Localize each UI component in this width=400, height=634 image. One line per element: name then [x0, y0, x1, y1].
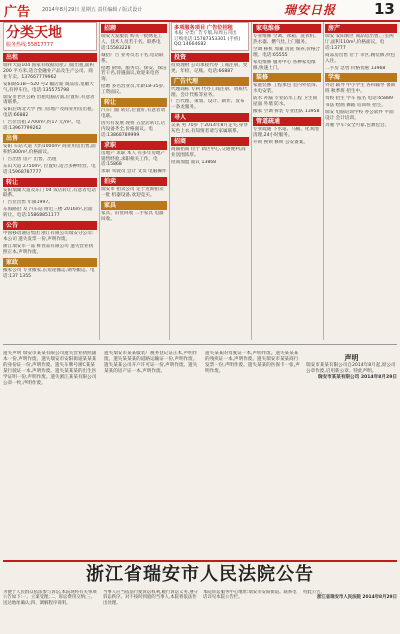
- ad-list: [253, 24, 321, 146]
- classified-ad: 安阳路51B—520 号2 幅店面 商品房,宽敞大气,有停车位。电话:135575798: [3, 81, 94, 93]
- classified-ad: 搬家 空调 拆装 专业团队 13958: [253, 109, 320, 115]
- category-heading: 招商: [171, 137, 249, 146]
- category-heading: 招聘: [101, 24, 167, 33]
- declaration-title: 声明: [344, 354, 359, 362]
- category-heading: 家政: [3, 258, 97, 267]
- classified-ad: 二手房 急售 价格优惠 13968: [325, 65, 386, 71]
- classified-column-3: [171, 22, 249, 340]
- column-divider: [99, 22, 100, 340]
- classified-ad: 求职 驾驶员 会计 文员 电脑操作: [101, 169, 167, 175]
- category-heading: 转让: [3, 178, 97, 187]
- notice-column-4: [306, 351, 397, 556]
- classified-ad: 驾校 招生 学车 报名 电话:65889: [325, 96, 393, 102]
- header-meta: 2014年8月29日 星期五 责任编辑 / 版式设计: [42, 7, 143, 13]
- category-heading: 求职: [101, 141, 167, 150]
- page-number: 13: [374, 0, 395, 18]
- classified-title: 分类天地: [6, 25, 62, 41]
- notices-section: [3, 344, 397, 560]
- category-heading: 学海: [325, 73, 397, 82]
- classified-ad: 安阳 车站大道 大约1000m² 商业用房出售,面积约300m²,价格面议。: [3, 143, 96, 155]
- classified-ad: 空调 移机 加氟 清洗 保养,价格合理。电话:65555: [253, 46, 321, 58]
- classified-ad: 安阳后场北大学 西门房地产及商业用房出租。电话:66882: [3, 107, 97, 119]
- classified-ad: 开锁 换锁 修锁 公安备案。: [253, 139, 308, 145]
- court-divider: [3, 560, 397, 562]
- category-heading: 房产: [325, 24, 397, 33]
- court-column-4: [303, 590, 397, 634]
- classified-ad: 广告位出租 2700m²,约17 元/m²。电话:13967799262: [3, 120, 81, 132]
- classified-column-2: [101, 22, 167, 340]
- classified-ad: 招聘 多名营业员,年龄18-35岁,工资面议。: [101, 84, 165, 96]
- court-notice-title: 浙江省瑞安市人民法院公告: [86, 564, 314, 585]
- classified-column-4: [253, 22, 321, 340]
- category-heading: 家电维修: [253, 24, 321, 33]
- notice-column-3: 遗失某某的驾驶证一本,声明作废。遗失某某某的残疾证一本,声明作废。遗失瑞安市某某商行发票一份,声明作废。遗失某某的医保卡一张,声明作废。: [205, 351, 300, 374]
- classified-ad: 招聘 厨师、服务员、保安、保洁若干名,待遇面议,欢迎来电咨询。: [101, 65, 167, 83]
- ad-list: [325, 24, 397, 129]
- classified-ad: 瑞安市 拍卖公司 定于近期拍卖 一批 机器设备,欢迎竞买。: [101, 187, 164, 199]
- classified-hotline: 服务热线:55817777: [6, 42, 54, 48]
- classified-ad: 奔驰 学车:安全可靠,包教包会。: [325, 122, 390, 128]
- court-column-3: 本院诉讼服务中心地址:瑞安市安阳街道。联系电话详见本院公告栏。: [203, 590, 297, 601]
- classified-ad: 专业疏通 下水道、马桶、化粪池清理,24小时服务。: [253, 126, 319, 138]
- classified-ad: 外语 辅导 中小学生 各科辅导 暑期班 秋季班 招生中。: [325, 83, 396, 95]
- classified-ad: 浙江瑞安市一品 鲜食品有限公司 遗失营业执照正本,声明作废。: [3, 243, 94, 255]
- classified-ad: 瑞祥大道104 国家有收据房屋,门面出租,面积200 平方米,适合金融业产品及生产公司、商业专卖。137667779962: [3, 63, 95, 80]
- ad-list: [3, 53, 97, 279]
- classified-banner: [3, 22, 97, 51]
- classified-ad: 瑞安 电脑培训学校 办公软件 平面设计 会计培训。: [325, 110, 394, 121]
- classified-ad: 搬家公司 专业搬家,长短途搬运,钢琴搬运。电话:137 1355: [3, 267, 95, 279]
- classified-ad: 安阳瑞湖大道及东门 04 饭店转让,有意者电话联系。: [3, 187, 96, 199]
- court-column-1: 为便于人民群众依法参与诉讼,本院现将有关事项公告如下:一、立案受理;二、诉讼费用交纳;三、送达地址确认;四、调解程序说明。: [3, 590, 97, 606]
- category-heading: 拍卖: [101, 177, 167, 186]
- classified-ad: 吴某 男 70岁 于2014年8月走失,身穿 灰色上衣,有知情者请与家属联系。: [171, 123, 248, 135]
- classified-ad: 广告位出售 年限1997。: [3, 200, 53, 206]
- declaration-signature: 瑞安市某某有限公司 2014年8月29日: [317, 375, 397, 380]
- classified-ad: 汽车门面 转让,位置好,有意者请电联。: [101, 108, 166, 119]
- classified-ad: 家具、旧货回收 二手家具 电器回收。: [101, 211, 164, 222]
- category-heading: 投资: [171, 53, 249, 62]
- newspaper-logo: 瑞安日报: [284, 3, 337, 17]
- category-heading: 家具: [101, 201, 167, 210]
- classified-ad: 商铺招商 位于 新区中心,交通便利,商业氛围浓厚。: [171, 147, 246, 158]
- page-header: [0, 0, 400, 22]
- classified-ad: 商品房出售 位于 市区,精装修,拎包入住。: [325, 52, 396, 64]
- category-heading: 出售: [3, 134, 97, 143]
- court-closing: 特此公告。: [303, 590, 325, 595]
- category-heading: 寻人: [171, 113, 249, 122]
- column-divider: [251, 22, 252, 340]
- declaration-text: 瑞安市某某有限公司自2014年8月起,原公司公章作废,启用新公章。特此声明。: [306, 363, 396, 374]
- classified-ad: 代理商标 专利 代办工商注册、资质代理、会计代账等业务。: [171, 86, 248, 98]
- classified-ad: 中国移动通信集团 浙江有限公司瑞安分公司:本公司 遗失发票一份,声明作废。: [3, 231, 94, 242]
- classified-ad: 东海路沿 及 汽车站 附近三楼 2016m²,店面转让。电话:15868851177: [3, 207, 93, 219]
- category-heading: 管道疏通: [253, 117, 321, 126]
- classified-column-5: [325, 22, 397, 340]
- classified-ad: 因另有发展 现将 五金店转让,店内设备齐全,价格面议。电话:13868789999: [101, 120, 166, 138]
- classified-ad: 书法 绘画 舞蹈 培训班 招生。: [325, 103, 386, 109]
- classified-ad: 瑞安 安阳新区 商品房出售,三室两厅,面积110m²,价格面议。电话:13777: [325, 34, 394, 51]
- promo-box-line: QQ:14664682: [174, 42, 207, 48]
- section-title: 广告: [4, 5, 31, 20]
- category-heading: 出租: [3, 53, 97, 62]
- classified-ad: 瑞安大发服装 购买一批绣花工人、技术人员若干名。联系电话:15583228: [101, 34, 163, 51]
- category-heading: 公告: [3, 221, 97, 230]
- category-heading: 装修: [253, 73, 321, 82]
- ad-promo-box: [171, 22, 249, 51]
- classified-ad: 招商加盟 面议 13868: [171, 159, 217, 165]
- promo-box-title: 多项服务项目 广告位招租: [174, 25, 233, 31]
- ad-list: [101, 24, 167, 223]
- column-divider: [169, 22, 170, 340]
- classified-ad: 投资理财 公司承接代办 工商注册、变更、年检、记账。电话:66887: [171, 62, 248, 74]
- category-heading: 转让: [101, 98, 167, 107]
- ad-list: [171, 22, 249, 166]
- classified-ad: 广告代理、策划、设计、制作、发布一条龙服务。: [171, 99, 245, 111]
- classified-ad: 诚招广告 业务员若干名,电话联系。: [101, 52, 164, 64]
- classified-ad: 房地产 求职 本人 有多年房地产销售经验,求职相关工作。电话:15868: [101, 150, 166, 168]
- classified-ad: 家庭装修 工程承包 室内外装饰,水电安装。: [253, 83, 318, 95]
- promo-box-line: 本报 分类广告专版,每周五刊出: [174, 31, 237, 36]
- classified-ad: 专业维修 空调、冰箱、洗衣机、热水器、燃气灶,上门服务。: [253, 34, 319, 45]
- classified-ad: 防水 补漏 专业防水工程 卫生间 屋面 外墙 防水。: [253, 96, 318, 108]
- category-heading: 广告代理: [171, 77, 249, 86]
- court-column-2: 当事人应当依法行使诉讼权利,履行诉讼义务,遵守诉讼秩序。对不按时到庭的当事人,本院将依法作出处理。: [103, 590, 198, 606]
- classified-ad: 广告出售 房产 出售、出租: [3, 156, 57, 162]
- promo-box-line: 订购电话:15787353301 (手机): [174, 36, 241, 42]
- classified-ad: 东山大道 2750m², 位置好,适合多种经营。电话:15968787777: [3, 163, 96, 175]
- classified-column-1: [3, 22, 97, 340]
- classified-ad: 瑞安市老区公路 出租电脑店面,位置好,有意者请联系。: [3, 94, 95, 106]
- notice-column-2: 遗失瑞安市某某服装厂税务登记证正本,声明作废。遗失某某某的道路运输证一份,声明作废。遗失某某公司开户许可证一份,声明作废。遗失某某的房产证一本,声明作废。: [104, 351, 198, 374]
- court-signature: 浙江省瑞安市人民法院 2014年8月29日: [317, 595, 397, 601]
- court-notice-body: [3, 590, 397, 634]
- column-divider: [323, 22, 324, 340]
- classified-ad: 家电维修 服务中心 各种家电维修,快速上门。: [253, 59, 316, 71]
- notice-column-1: 遗失声明 瑞安市某某有限公司遗失营业执照副本一份,声明作废。遗失瑞安市安阳街道某某某的身份证一份,声明作废。遗失车牌号浙C某某某行驶证一本,声明作废。遗失某某某的出生医学证明一份,声明作废。遗失浙江某某有限公司公章一枚,声明作废。: [3, 351, 97, 386]
